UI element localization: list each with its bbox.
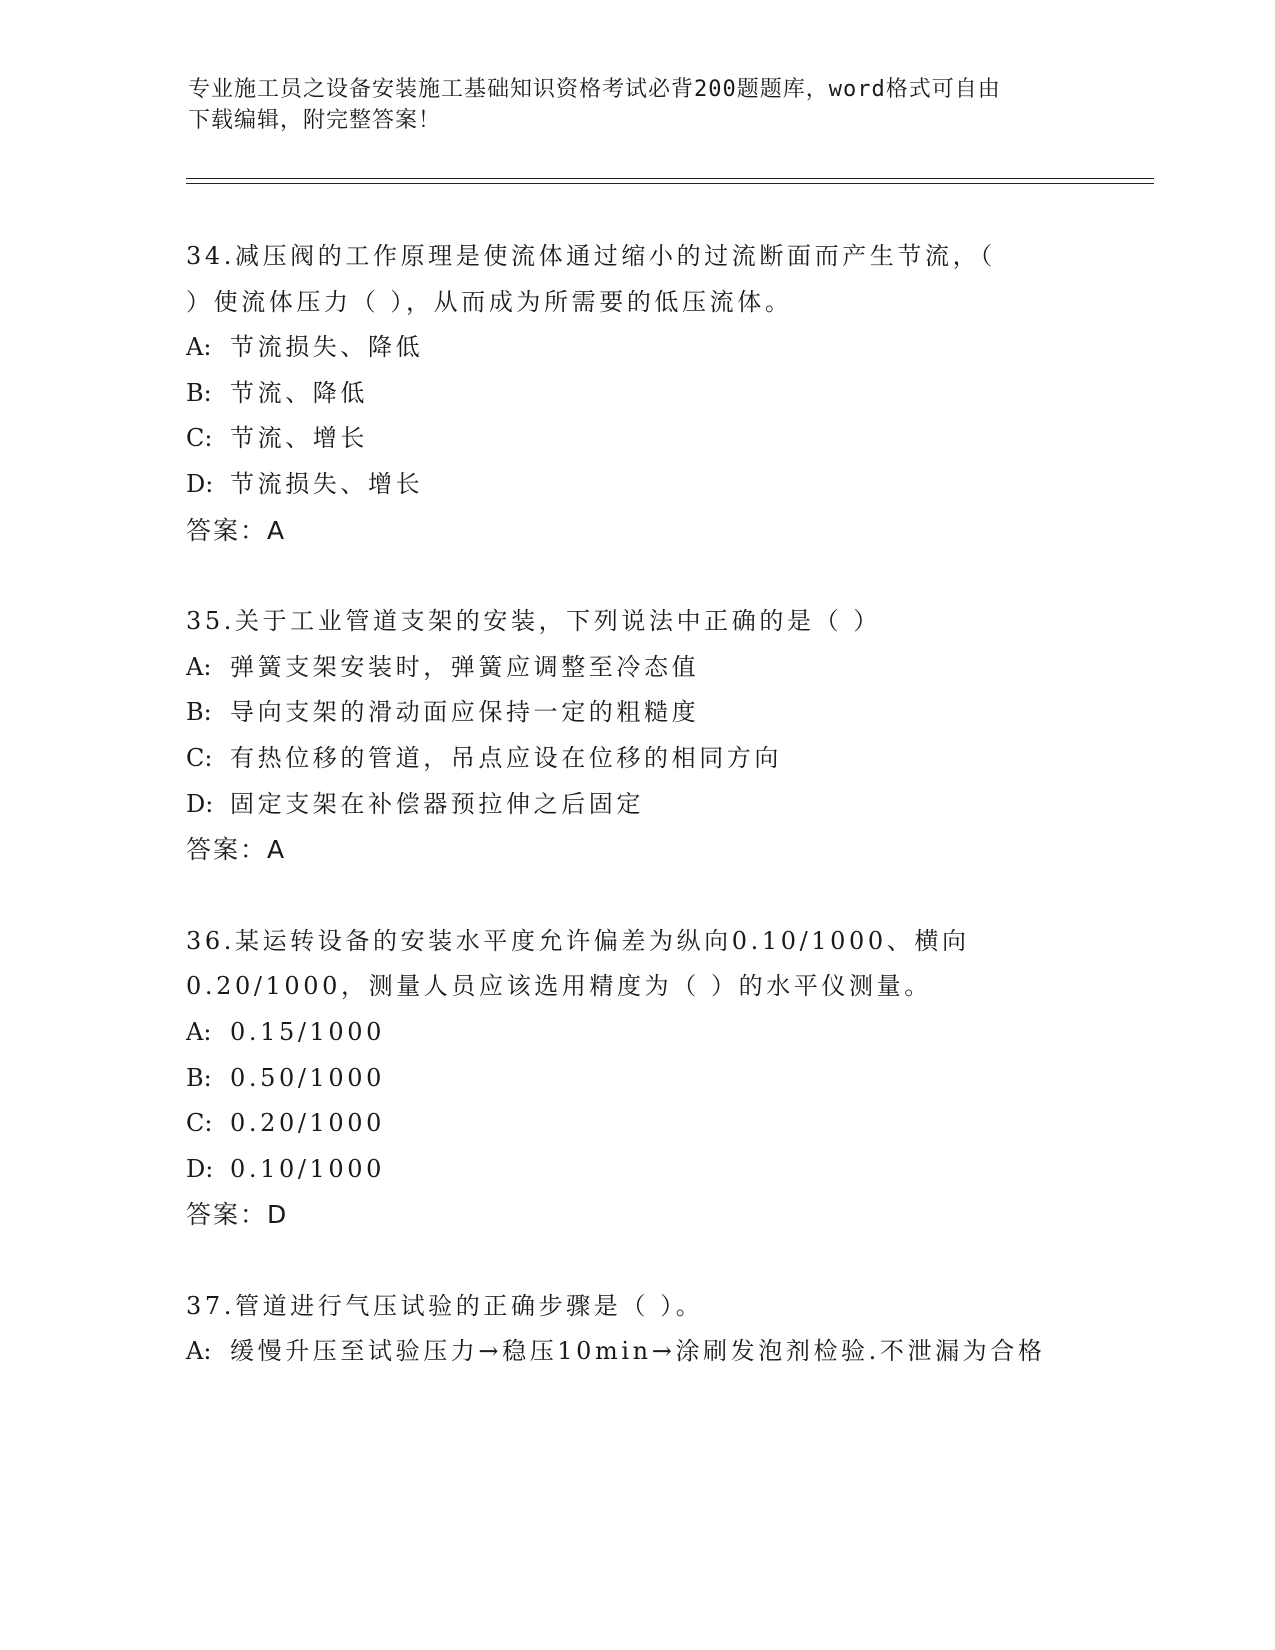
question-title-line: 37.管道进行气压试验的正确步骤是（ ）。 bbox=[186, 1291, 704, 1320]
answer-label: 答案：D bbox=[186, 1200, 289, 1230]
option-a bbox=[186, 325, 1086, 371]
answer-label: 答案：A bbox=[186, 835, 287, 865]
option-text: 导向支架的滑动面应保持一定的粗糙度 bbox=[230, 698, 700, 727]
answer-label: 答案：A bbox=[186, 515, 287, 545]
question-title-line: ）使流体压力（ ），从而成为所需要的低压流体。 bbox=[186, 287, 793, 316]
question-title bbox=[186, 919, 1086, 1010]
question-list bbox=[186, 234, 1086, 1421]
header-line-2: 下载编辑，附完整答案！ bbox=[188, 108, 442, 133]
question-title-line: 35.关于工业管道支架的安装，下列说法中正确的是（ ） bbox=[186, 607, 881, 636]
question-title-line: 0.20/1000，测量人员应该选用精度为（ ）的水平仪测量。 bbox=[186, 972, 932, 1001]
option-text: 节流损失、降低 bbox=[230, 333, 424, 362]
option-text: 0.50/1000 bbox=[230, 1063, 386, 1092]
option-d bbox=[186, 462, 1086, 508]
question-34 bbox=[186, 234, 1086, 553]
option-d bbox=[186, 1147, 1086, 1193]
option-a bbox=[186, 1010, 1086, 1056]
option-text: 节流损失、增长 bbox=[230, 469, 424, 498]
option-letter: C: bbox=[186, 424, 213, 453]
option-letter: D: bbox=[186, 469, 214, 498]
option-text: 0.10/1000 bbox=[230, 1154, 386, 1183]
option-letter: A: bbox=[186, 1017, 212, 1046]
option-letter: A: bbox=[186, 1337, 212, 1366]
document-header bbox=[188, 74, 1088, 136]
option-text: 有热位移的管道，吊点应设在位移的相同方向 bbox=[230, 743, 782, 772]
option-a bbox=[186, 1329, 1086, 1375]
question-36 bbox=[186, 919, 1086, 1238]
option-letter: D: bbox=[186, 789, 214, 818]
header-divider bbox=[186, 178, 1154, 184]
option-letter: B: bbox=[186, 378, 212, 407]
option-letter: B: bbox=[186, 698, 212, 727]
question-title-line: 36.某运转设备的安装水平度允许偏差为纵向0.10/1000、横向 bbox=[186, 926, 970, 955]
option-text: 弹簧支架安装时，弹簧应调整至冷态值 bbox=[230, 652, 700, 681]
option-b bbox=[186, 690, 1086, 736]
question-title bbox=[186, 234, 1086, 325]
header-line-1: 专业施工员之设备安装施工基础知识资格考试必背200题题库，word格式可自由 bbox=[188, 77, 1001, 102]
option-letter: C: bbox=[186, 1109, 213, 1138]
question-title-line: 34.减压阀的工作原理是使流体通过缩小的过流断面而产生节流，（ bbox=[186, 242, 996, 270]
option-d bbox=[186, 782, 1086, 828]
option-text: 节流、降低 bbox=[230, 378, 368, 407]
question-title bbox=[186, 1284, 1086, 1330]
option-text: 节流、增长 bbox=[230, 424, 368, 453]
option-c bbox=[186, 736, 1086, 782]
question-35 bbox=[186, 599, 1086, 873]
option-letter: D: bbox=[186, 1154, 214, 1183]
option-text: 0.20/1000 bbox=[230, 1109, 386, 1138]
option-letter: A: bbox=[186, 333, 212, 362]
option-text: 固定支架在补偿器预拉伸之后固定 bbox=[230, 789, 644, 818]
option-letter: C: bbox=[186, 743, 213, 772]
option-c bbox=[186, 1101, 1086, 1147]
option-text: 缓慢升压至试验压力→稳压10min→涂刷发泡剂检验.不泄漏为合格 bbox=[230, 1337, 1046, 1366]
option-b bbox=[186, 1056, 1086, 1102]
option-text: 0.15/1000 bbox=[230, 1017, 386, 1046]
option-letter: A: bbox=[186, 652, 212, 681]
question-37 bbox=[186, 1284, 1086, 1375]
option-a bbox=[186, 645, 1086, 691]
option-letter: B: bbox=[186, 1063, 212, 1092]
question-title bbox=[186, 599, 1086, 645]
option-c bbox=[186, 416, 1086, 462]
option-b bbox=[186, 371, 1086, 417]
